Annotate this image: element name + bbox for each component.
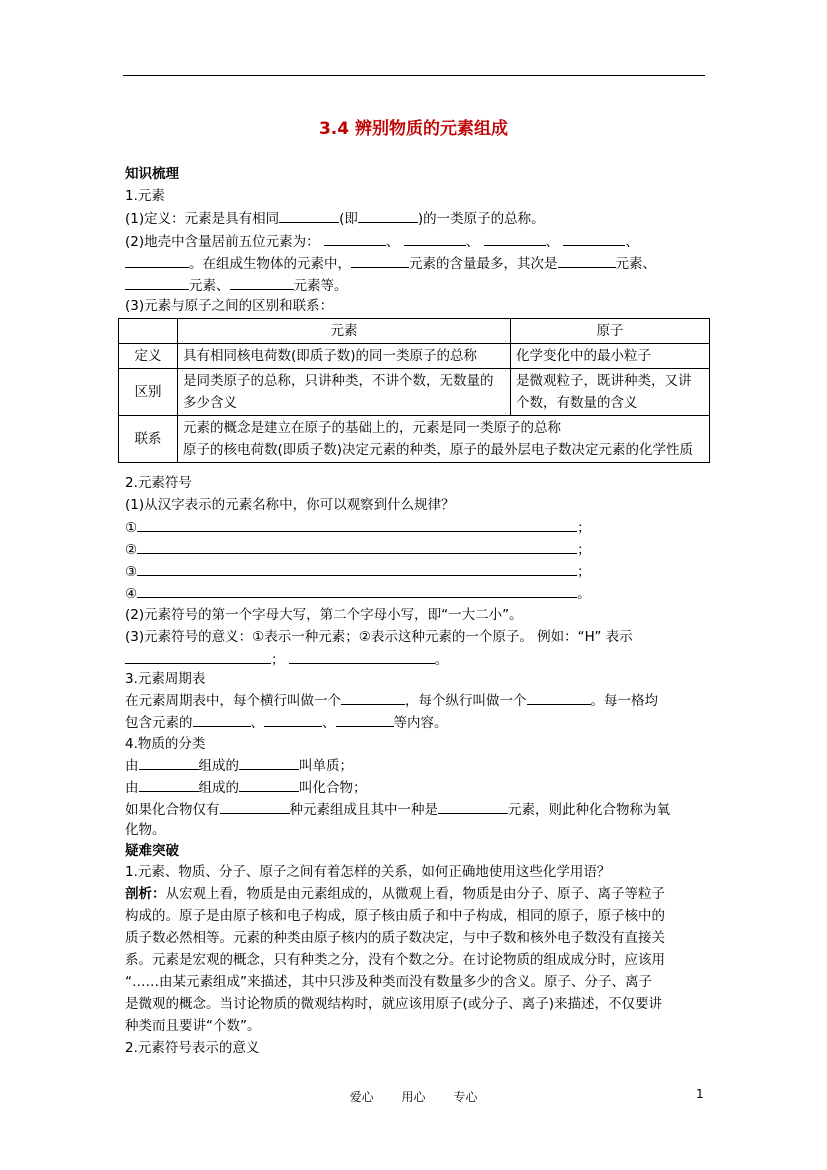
text: 种元素组成且其中一种是 bbox=[289, 802, 438, 818]
text: 元素、 bbox=[189, 278, 230, 294]
row-header-difference: 区别 bbox=[119, 369, 178, 416]
analysis-label: 剖析： bbox=[125, 886, 166, 902]
text: ，每个纵行叫做一个 bbox=[405, 693, 527, 709]
answer-line-4 bbox=[125, 583, 591, 603]
fill-line bbox=[137, 561, 577, 576]
text: 元素的含量最多，其次是 bbox=[409, 256, 558, 272]
paragraph-symbol-meaning: (3)元素符号的意义：①表示一种元素；②表示这种元素的一个原子。 例如：“H” 表示 bbox=[125, 629, 633, 645]
fill-blank bbox=[239, 777, 299, 792]
paragraph-simple-substance bbox=[125, 755, 353, 775]
row-header-definition: 定义 bbox=[119, 344, 178, 369]
text: 由 bbox=[125, 758, 139, 774]
text: 包含元素的 bbox=[125, 715, 193, 731]
text: 在元素周期表中，每个横行叫做一个 bbox=[125, 693, 341, 709]
text: 如果化合物仅有 bbox=[125, 802, 220, 818]
punct: 。 bbox=[577, 586, 591, 602]
table-header-atom: 原子 bbox=[511, 319, 710, 344]
footer-text: 用心 bbox=[401, 1090, 426, 1104]
punct: ； bbox=[577, 564, 591, 580]
fill-blank bbox=[125, 649, 271, 664]
fill-blank bbox=[341, 690, 405, 705]
fill-blank bbox=[336, 712, 394, 727]
relation-line-1: 元素的概念是建立在原子的基础上的，元素是同一类原子的总称 bbox=[183, 420, 561, 436]
comparison-table bbox=[118, 318, 710, 463]
table-cell: 具有相同核电荷数(即质子数)的同一类原子的总称 bbox=[178, 344, 511, 369]
fill-blank bbox=[125, 253, 189, 268]
table-row bbox=[119, 369, 710, 416]
fill-blank bbox=[351, 253, 409, 268]
subheading-periodic-table: 3.元素周期表 bbox=[125, 671, 206, 687]
table-row bbox=[119, 344, 710, 369]
paragraph-oxide-cont: 化物。 bbox=[125, 822, 166, 838]
table-cell-relation bbox=[178, 416, 710, 463]
analysis-line-4: 系。元素是宏观的概念，只有种类之分，没有个数之分。在讨论物质的组成成分时，应该用 bbox=[125, 952, 665, 968]
paragraph-oxide bbox=[125, 799, 670, 819]
text: 。在组成生物体的元素中， bbox=[189, 256, 351, 272]
fill-blank bbox=[324, 231, 386, 246]
paragraph-difference-intro: (3)元素与原子之间的区别和联系： bbox=[125, 298, 334, 314]
fill-line bbox=[137, 539, 577, 554]
answer-line-1 bbox=[125, 517, 591, 537]
paragraph-compound bbox=[125, 777, 367, 797]
fill-line bbox=[137, 583, 577, 598]
relation-line-2: 原子的核电荷数(即质子数)决定元素的种类，原子的最外层电子数决定元素的化学性质 bbox=[183, 442, 694, 458]
text: 由 bbox=[125, 780, 139, 796]
question-relationship: 1.元素、物质、分子、原子之间有着怎样的关系，如何正确地使用这些化学用语？ bbox=[125, 864, 611, 880]
fill-blank bbox=[220, 799, 290, 814]
question-pattern: (1)从汉字表示的元素名称中，你可以观察到什么规律？ bbox=[125, 497, 455, 513]
punct: ； bbox=[271, 652, 285, 668]
fill-blank bbox=[438, 799, 508, 814]
fill-blank bbox=[139, 777, 199, 792]
separator: 、 bbox=[385, 234, 400, 250]
text: 组成的 bbox=[198, 780, 239, 796]
marker: ③ bbox=[125, 564, 138, 580]
fill-blank bbox=[484, 231, 546, 246]
fill-blank bbox=[404, 231, 466, 246]
separator: 、 bbox=[465, 234, 480, 250]
paragraph-case-rule: (2)元素符号的第一个字母大写，第二个字母小写，即“一大二小”。 bbox=[125, 607, 523, 623]
table-corner-cell bbox=[119, 319, 178, 344]
table-cell: 是同类原子的总称，只讲种类，不讲个数，无数量的多少含义 bbox=[178, 369, 511, 416]
fill-blank bbox=[125, 275, 189, 290]
marker: ④ bbox=[125, 586, 138, 602]
paragraph-crust-elements bbox=[125, 231, 639, 251]
text: 从宏观上看，物质是由元素组成的，从微观上看，物质是由分子、原子、离子等粒子 bbox=[165, 886, 665, 902]
punct: 。 bbox=[434, 652, 449, 668]
text: )的一类原子的总称。 bbox=[417, 211, 545, 227]
paragraph-periodic-table-cont bbox=[125, 712, 448, 732]
table-row bbox=[119, 416, 710, 463]
fill-blank bbox=[139, 755, 199, 770]
paragraph-organism-elements-cont bbox=[125, 275, 348, 295]
fill-blank bbox=[563, 231, 625, 246]
paragraph-periodic-table bbox=[125, 690, 658, 710]
analysis-line-2: 构成的。原子是由原子核和电子构成，原子核由质子和中子构成，相同的原子，原子核中的 bbox=[125, 908, 665, 924]
footer-text: 专心 bbox=[453, 1090, 478, 1104]
separator: 、 bbox=[250, 715, 264, 731]
subheading-element: 1.元素 bbox=[125, 188, 165, 204]
page-title: 3.4 辨别物质的元素组成 bbox=[318, 119, 509, 139]
question-symbol-meaning: 2.元素符号表示的意义 bbox=[125, 1040, 260, 1056]
text: (1)定义：元素是具有相同 bbox=[125, 211, 280, 227]
marker: ① bbox=[125, 520, 138, 536]
header-rule bbox=[123, 75, 705, 76]
answer-line-2 bbox=[125, 539, 591, 559]
fill-blank bbox=[289, 649, 435, 664]
table-cell: 化学变化中的最小粒子 bbox=[511, 344, 710, 369]
page-number: 1 bbox=[696, 1087, 704, 1101]
fill-blank bbox=[527, 690, 591, 705]
analysis-line-7: 种类而且要讲“个数”。 bbox=[125, 1018, 261, 1034]
text: 叫单质； bbox=[299, 758, 353, 774]
fill-blank bbox=[279, 208, 339, 223]
analysis-line-3: 质子数必然相等。元素的种类由原子核内的质子数决定，与中子数和核外电子数没有直接关 bbox=[125, 930, 665, 946]
text: (即 bbox=[339, 211, 358, 227]
text: (2)地壳中含量居前五位元素为： bbox=[125, 234, 320, 250]
subheading-classification: 4.物质的分类 bbox=[125, 736, 206, 752]
footer-text: 爱心 bbox=[349, 1090, 374, 1104]
analysis-line-6: 是微观的概念。当讨论物质的微观结构时，就应该用原子(或分子、离子)来描述，不仅要讲 bbox=[125, 996, 663, 1012]
table-header-element: 元素 bbox=[178, 319, 511, 344]
fill-blank bbox=[193, 712, 251, 727]
text: 元素、 bbox=[615, 256, 656, 272]
separator: 、 bbox=[625, 234, 639, 250]
table-cell: 是微观粒子，既讲种类，又讲个数，有数量的含义 bbox=[511, 369, 710, 416]
text: 。每一格均 bbox=[590, 693, 658, 709]
paragraph-organism-elements bbox=[125, 253, 656, 273]
fill-line bbox=[137, 517, 577, 532]
fill-blank bbox=[358, 208, 418, 223]
text: 元素，则此种化合物称为氧 bbox=[508, 802, 670, 818]
paragraph-symbol-example bbox=[125, 649, 448, 669]
paragraph-definition bbox=[125, 208, 545, 228]
section-heading-difficulties: 疑难突破 bbox=[125, 843, 179, 859]
text: 叫化合物； bbox=[299, 780, 367, 796]
punct: ； bbox=[577, 542, 591, 558]
fill-blank bbox=[230, 275, 294, 290]
text: 组成的 bbox=[198, 758, 239, 774]
separator: 、 bbox=[545, 234, 560, 250]
marker: ② bbox=[125, 542, 138, 558]
row-header-relation: 联系 bbox=[119, 416, 178, 463]
punct: ； bbox=[577, 520, 591, 536]
separator: 、 bbox=[322, 715, 336, 731]
fill-blank bbox=[239, 755, 299, 770]
text: 等内容。 bbox=[393, 715, 448, 731]
section-heading-knowledge: 知识梳理 bbox=[125, 166, 179, 182]
fill-blank bbox=[558, 253, 616, 268]
answer-line-3 bbox=[125, 561, 591, 581]
analysis-line-1 bbox=[125, 884, 665, 904]
analysis-line-5: “……由某元素组成”来描述，其中只涉及种类而没有数量多少的含义。原子、分子、离子 bbox=[125, 974, 652, 990]
fill-blank bbox=[264, 712, 322, 727]
subheading-symbol: 2.元素符号 bbox=[125, 475, 192, 491]
text: 元素等。 bbox=[293, 278, 348, 294]
table-header-row bbox=[119, 319, 710, 344]
